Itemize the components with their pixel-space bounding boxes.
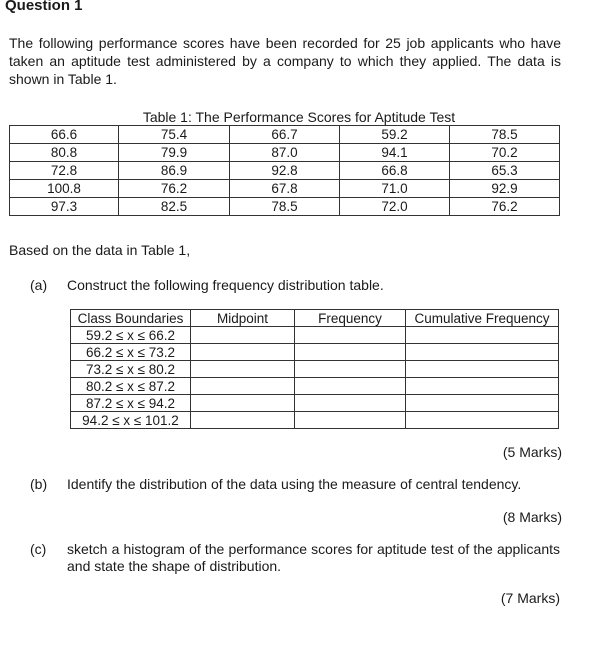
class-row <box>71 395 559 412</box>
part-b-marks: (8 Marks) <box>502 509 562 525</box>
midpoint-cell <box>191 412 295 429</box>
score-cell: 71.0 <box>340 180 450 198</box>
class-row <box>71 344 559 361</box>
class-row <box>71 412 559 429</box>
score-cell: 70.2 <box>450 144 560 162</box>
score-cell: 78.5 <box>450 126 560 144</box>
part-b-text: Identify the distribution of the data using the measure of central tendency. <box>67 476 522 492</box>
class-row <box>71 327 559 344</box>
score-cell: 66.8 <box>340 162 450 180</box>
column-header: Class Boundaries <box>71 310 191 327</box>
score-cell: 65.3 <box>450 162 560 180</box>
score-cell: 100.8 <box>10 180 119 198</box>
frequency-cell <box>295 395 406 412</box>
frequency-table <box>70 309 559 429</box>
cumulative-frequency-cell <box>406 327 559 344</box>
scores-table <box>9 125 560 216</box>
frequency-cell <box>295 412 406 429</box>
score-cell: 94.1 <box>340 144 450 162</box>
frequency-cell <box>295 344 406 361</box>
cumulative-frequency-cell <box>406 378 559 395</box>
based-on-text: Based on the data in Table 1, <box>9 242 191 258</box>
score-cell: 72.8 <box>10 162 119 180</box>
frequency-cell <box>295 378 406 395</box>
score-cell: 76.2 <box>119 180 230 198</box>
class-row <box>71 361 559 378</box>
midpoint-cell <box>191 395 295 412</box>
scores-row <box>10 144 560 162</box>
part-c-label: (c) <box>30 541 47 557</box>
intro-paragraph: The following performance scores have been recorded for 25 job applicants who have taken an aptitude test administered by a company to which they applied. The data is shown in Table 1. <box>9 35 561 87</box>
cumulative-frequency-cell <box>406 412 559 429</box>
midpoint-cell <box>191 361 295 378</box>
score-cell: 78.5 <box>230 198 340 216</box>
question-heading: Question 1 <box>5 0 83 14</box>
class-boundary-cell: 73.2 ≤ x ≤ 80.2 <box>71 361 191 378</box>
midpoint-cell <box>191 344 295 361</box>
class-boundary-cell: 94.2 ≤ x ≤ 101.2 <box>71 412 191 429</box>
scores-row <box>10 162 560 180</box>
part-a-text: Construct the following frequency distribution table. <box>67 277 384 293</box>
cumulative-frequency-cell <box>406 361 559 378</box>
score-cell: 67.8 <box>230 180 340 198</box>
score-cell: 80.8 <box>10 144 119 162</box>
part-c-marks: (7 Marks) <box>500 590 560 606</box>
midpoint-cell <box>191 378 295 395</box>
table1-caption: Table 1: The Performance Scores for Aptitude Test <box>142 109 456 125</box>
part-c-text: sketch a histogram of the performance scores for aptitude test of the applicants and state the shape of distribution. <box>67 541 560 574</box>
column-header: Frequency <box>295 310 406 327</box>
column-header: Midpoint <box>191 310 295 327</box>
score-cell: 86.9 <box>119 162 230 180</box>
part-a-marks: (5 Marks) <box>502 444 562 460</box>
class-boundary-cell: 87.2 ≤ x ≤ 94.2 <box>71 395 191 412</box>
score-cell: 72.0 <box>340 198 450 216</box>
cumulative-frequency-cell <box>406 344 559 361</box>
score-cell: 66.7 <box>230 126 340 144</box>
midpoint-cell <box>191 327 295 344</box>
score-cell: 87.0 <box>230 144 340 162</box>
class-row <box>71 378 559 395</box>
cumulative-frequency-cell <box>406 395 559 412</box>
class-boundary-cell: 66.2 ≤ x ≤ 73.2 <box>71 344 191 361</box>
part-b-label: (b) <box>30 476 48 492</box>
score-cell: 75.4 <box>119 126 230 144</box>
scores-row <box>10 126 560 144</box>
frequency-cell <box>295 327 406 344</box>
score-cell: 92.8 <box>230 162 340 180</box>
score-cell: 79.9 <box>119 144 230 162</box>
score-cell: 76.2 <box>450 198 560 216</box>
frequency-cell <box>295 361 406 378</box>
score-cell: 92.9 <box>450 180 560 198</box>
class-boundary-cell: 80.2 ≤ x ≤ 87.2 <box>71 378 191 395</box>
class-boundary-cell: 59.2 ≤ x ≤ 66.2 <box>71 327 191 344</box>
score-cell: 82.5 <box>119 198 230 216</box>
score-cell: 97.3 <box>10 198 119 216</box>
score-cell: 59.2 <box>340 126 450 144</box>
scores-row <box>10 198 560 216</box>
scores-row <box>10 180 560 198</box>
frequency-table-header <box>71 310 559 327</box>
score-cell: 66.6 <box>10 126 119 144</box>
part-a-label: (a) <box>30 277 48 293</box>
column-header: Cumulative Frequency <box>406 310 559 327</box>
